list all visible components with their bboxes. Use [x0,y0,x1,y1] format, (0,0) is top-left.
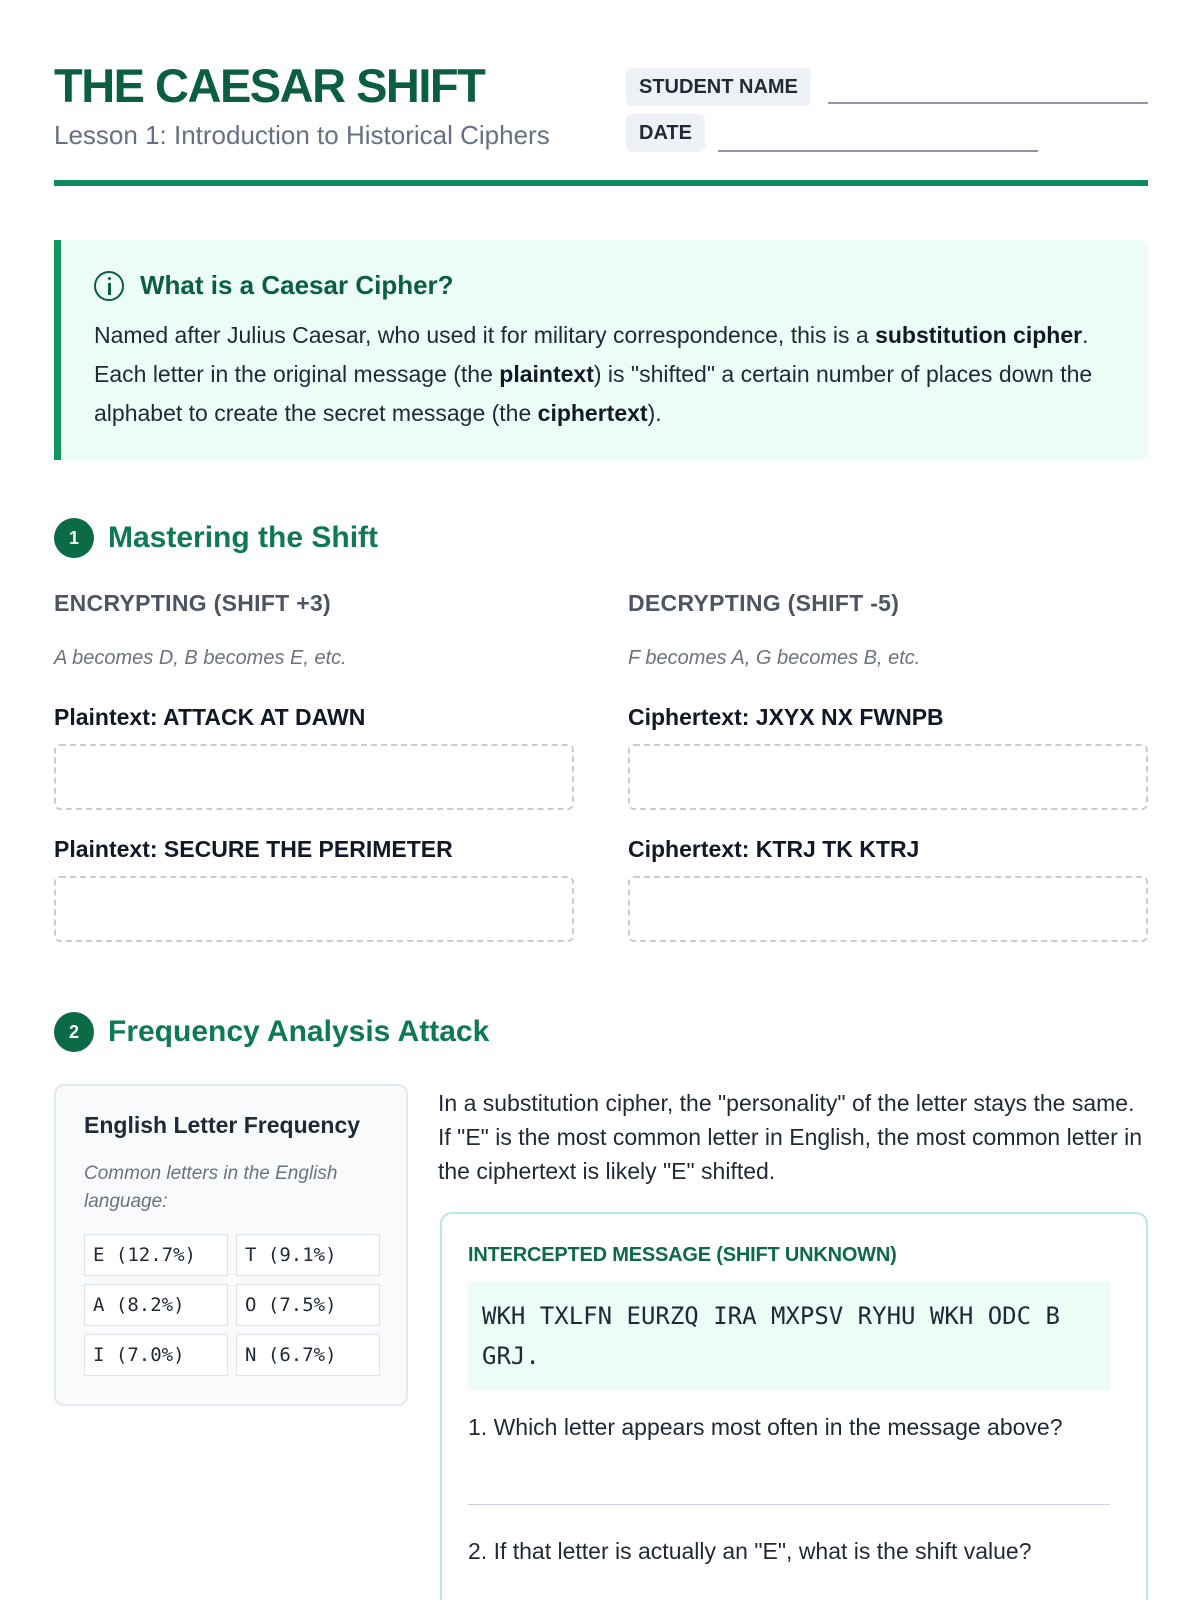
decrypt-answer-box-1[interactable] [628,744,1148,810]
frequency-card-title: English Letter Frequency [84,1112,361,1138]
encrypt-prompt-1: Plaintext: ATTACK AT DAWN [54,704,366,730]
student-name-label: STUDENT NAME [626,68,811,106]
frequency-cell: I (7.0%) [84,1334,228,1376]
section-1-number-badge: 1 [54,518,94,558]
info-callout [54,240,1148,460]
info-text-4: ). [647,400,662,426]
info-callout-header [94,270,454,301]
encrypt-answer-box-1[interactable] [54,744,574,810]
header-divider [54,180,1148,186]
frequency-cell: A (8.2%) [84,1284,228,1326]
info-callout-title: What is a Caesar Cipher? [140,270,454,300]
decrypt-prompt-1: Ciphertext: JXYX NX FWNPB [628,704,944,730]
intercepted-ciphertext: WKH TXLFN EURZQ IRA MXPSV RYHU WKH ODC B GRJ. [468,1282,1110,1390]
question-1: 1. Which letter appears most often in the message above? [468,1414,1063,1440]
frequency-card [54,1084,408,1406]
page-subtitle: Lesson 1: Introduction to Historical Ciphers [54,120,550,150]
student-name-field[interactable] [828,102,1148,104]
frequency-table [84,1234,378,1376]
intercepted-message-card [440,1212,1148,1600]
frequency-card-subtitle: Common letters in the English language: [84,1163,338,1212]
section-2-title: Frequency Analysis Attack [108,1015,490,1048]
frequency-cell: N (6.7%) [236,1334,380,1376]
info-text-3: ) is "shifted" a certain number of places down the alphabet to create the secret message (the [94,361,1093,426]
encrypting-heading: ENCRYPTING (SHIFT +3) [54,590,331,616]
date-label: DATE [626,114,705,152]
section-2-heading [54,1012,489,1052]
info-circle-icon [94,271,124,301]
section-1-heading [54,518,378,558]
question-2: 2. If that letter is actually an "E", what is the shift value? [468,1538,1032,1564]
intercepted-message-label: INTERCEPTED MESSAGE (SHIFT UNKNOWN) [468,1244,897,1266]
info-term-substitution: substitution cipher [875,322,1083,348]
worksheet-page [54,0,1148,1564]
encrypting-column [54,590,574,862]
info-term-plaintext: plaintext [499,361,594,387]
info-text-1: Named after Julius Caesar, who used it for military correspondence, this is a [94,322,876,348]
info-term-ciphertext: ciphertext [537,400,648,426]
date-field[interactable] [718,150,1038,152]
info-callout-body [94,316,1104,433]
worksheet-header [54,0,1148,190]
encrypt-answer-box-2[interactable] [54,876,574,942]
decrypt-prompt-2: Ciphertext: KTRJ TK KTRJ [628,836,920,862]
section-1-title: Mastering the Shift [108,521,379,554]
encrypt-prompt-2: Plaintext: SECURE THE PERIMETER [54,836,453,862]
frequency-cell: O (7.5%) [236,1284,380,1326]
decrypt-answer-box-2[interactable] [628,876,1148,942]
info-text-2: . Each letter in the original message (the [94,322,1089,387]
frequency-cell: T (9.1%) [236,1234,380,1276]
page-title: THE CAESAR SHIFT [54,59,485,112]
section-2-number-badge: 2 [54,1012,94,1052]
decrypting-hint: F becomes A, G becomes B, etc. [628,647,921,669]
encrypting-hint: A becomes D, B becomes E, etc. [54,647,347,669]
decrypting-heading: DECRYPTING (SHIFT -5) [628,590,900,616]
frequency-cell: E (12.7%) [84,1234,228,1276]
decrypting-column [628,590,1148,862]
question-1-answer-line[interactable] [468,1504,1110,1505]
frequency-explanation: In a substitution cipher, the "personality" of the letter stays the same. If "E" is the most common letter in English, the most common letter in the ciphertext is likely "E" shifted. [438,1090,1143,1184]
